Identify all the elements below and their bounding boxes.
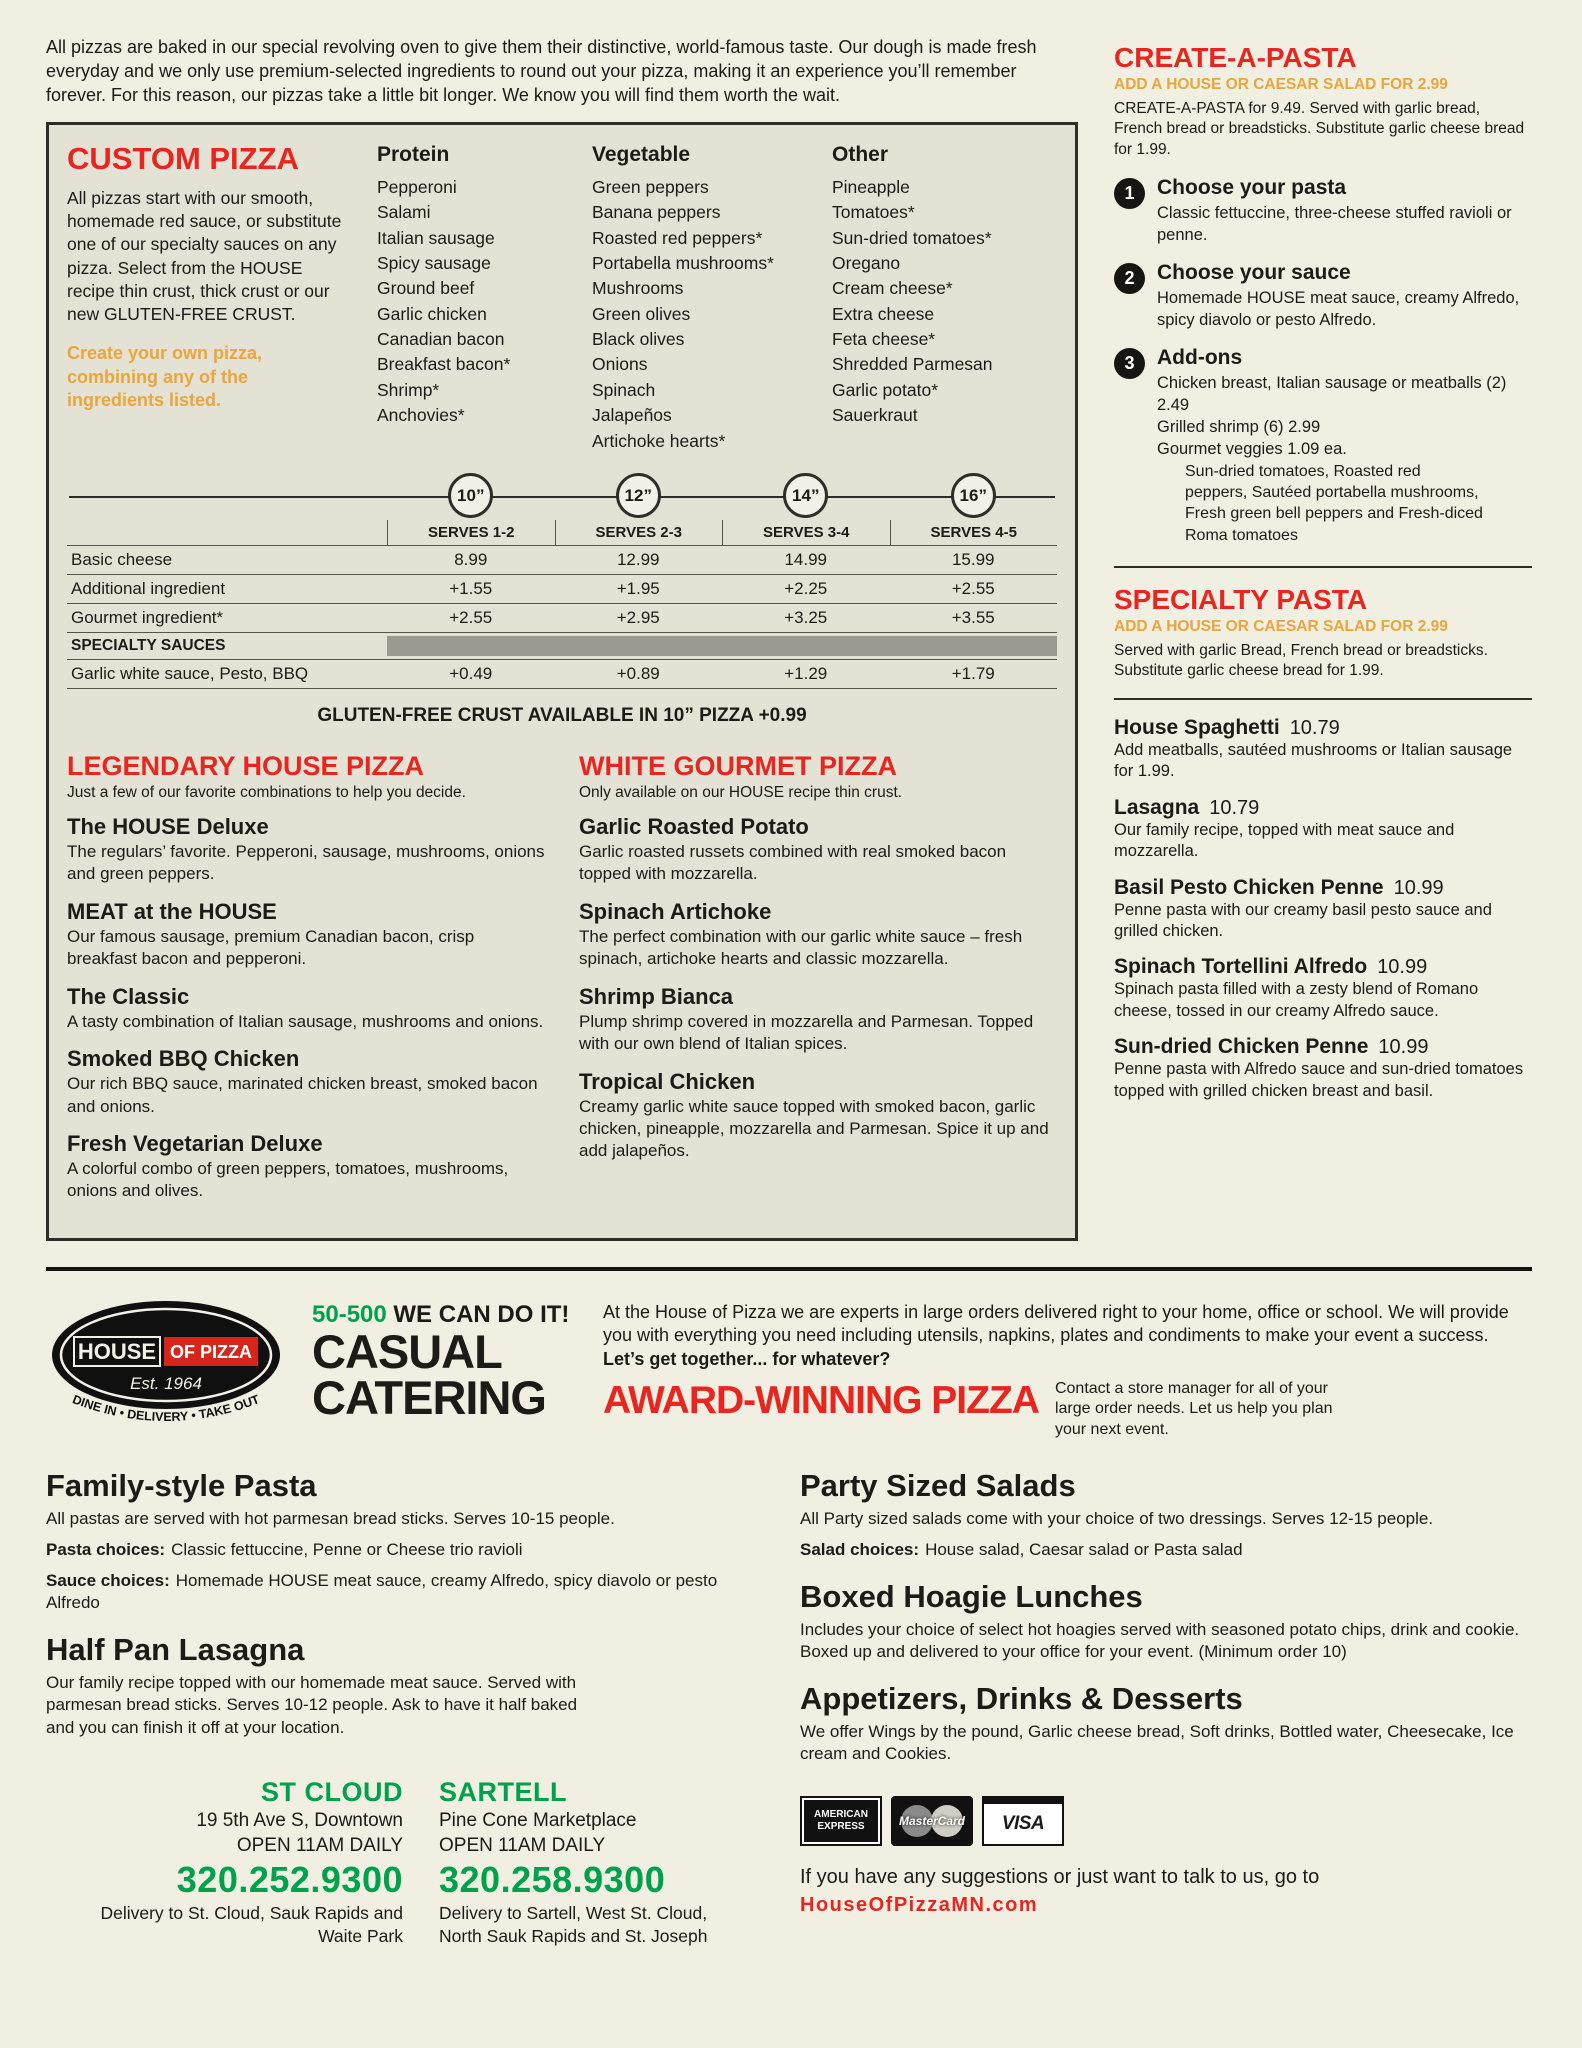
- appetizers-section: [800, 1681, 1532, 1765]
- pricing-table: [67, 472, 1057, 689]
- ingredient-item: Pineapple: [832, 176, 910, 197]
- side-column: [1114, 36, 1532, 1241]
- section-description: We offer Wings by the pound, Garlic cheese bread, Soft drinks, Bottled water, Cheesecake, Ice cream and Cookies.: [800, 1722, 1514, 1764]
- ingredient-item: Italian sausage: [377, 227, 495, 248]
- pasta-description: Add meatballs, sautéed mushrooms or Italian sausage for 1.99.: [1114, 740, 1513, 781]
- section-divider: [1114, 566, 1532, 568]
- intro-paragraph: All pizzas are baked in our special revolving oven to give them their distinctive, world-famous taste. Our dough is made fresh everyday and we only use premium-selected ingredients to round out your pizza, making it an experience you’ll remember forever. For this reason, our pizzas take a little bit longer. We know you will find them worth the wait.: [46, 37, 1037, 105]
- price-cell: 15.99: [951, 549, 995, 569]
- salad-choices-line: [800, 1539, 1532, 1561]
- step-title: Choose your sauce: [1157, 261, 1351, 285]
- ingredient-item: Roasted red peppers*: [592, 227, 763, 248]
- location-phone: 320.252.9300: [176, 1858, 403, 1900]
- ingredient-item: Canadian bacon: [377, 329, 505, 350]
- price-row-label: Garlic white sauce, Pesto, BBQ: [71, 663, 309, 683]
- catering-word: CATERING: [312, 1370, 546, 1424]
- pasta-name: Lasagna: [1114, 795, 1200, 819]
- price-cell: +1.79: [951, 663, 995, 683]
- price-cell: +2.25: [784, 578, 828, 598]
- step-description: Homemade HOUSE meat sauce, creamy Alfredo, spicy diavolo or pesto Alfredo.: [1157, 289, 1520, 330]
- mastercard-icon: [891, 1796, 973, 1846]
- ingredient-item: Artichoke hearts*: [592, 430, 726, 451]
- price-row-specialty-sauces: [67, 660, 1057, 689]
- choices-value: House salad, Caesar salad or Pasta salad: [925, 1540, 1243, 1560]
- pizza-name: Tropical Chicken: [579, 1068, 756, 1094]
- pasta-item: [1114, 876, 1532, 943]
- logo-of-pizza-text: OF PIZZA: [170, 1341, 252, 1362]
- pasta-name: House Spaghetti: [1114, 715, 1280, 739]
- serves-header: SERVES 3-4: [722, 520, 890, 545]
- size-badge-12in: 12”: [616, 473, 661, 518]
- ingredient-item: Extra cheese: [832, 303, 935, 324]
- ingredient-column-other: [832, 141, 1057, 454]
- price-cell: +3.55: [951, 607, 995, 627]
- serves-header: SERVES 4-5: [890, 520, 1058, 545]
- family-style-pasta-section: [46, 1468, 756, 1614]
- ingredient-item: Banana peppers: [592, 202, 721, 223]
- amex-label-bottom: EXPRESS: [817, 1820, 865, 1832]
- pizza-description: The perfect combination with our garlic white sauce – fresh spinach, artichoke hearts and classic mozzarella.: [579, 926, 1023, 969]
- price-cell: +2.55: [951, 578, 995, 598]
- pizza-item: [579, 899, 1057, 971]
- ingredient-item: Oregano: [832, 252, 901, 273]
- ingredient-column-title: Protein: [377, 142, 450, 166]
- ingredient-item: Breakfast bacon*: [377, 354, 511, 375]
- choices-label: Sauce choices:: [46, 1571, 170, 1591]
- ingredient-column-vegetable: [592, 141, 832, 454]
- pizza-item: [579, 1069, 1057, 1163]
- custom-pizza-title: CUSTOM PIZZA: [67, 140, 299, 176]
- price-row-label: Additional ingredient: [71, 578, 226, 598]
- logo-est-text: Est. 1964: [130, 1373, 202, 1393]
- catering-left-column: [46, 1468, 756, 1947]
- pasta-item: [1114, 796, 1532, 863]
- ingredient-column-protein: [377, 141, 592, 454]
- catering-columns: [46, 1468, 1532, 1947]
- sauce-choices-line: [46, 1570, 756, 1614]
- catering-right-column: [800, 1468, 1532, 1947]
- ingredient-item: Sun-dried tomatoes*: [832, 227, 992, 248]
- specialty-pasta-title: SPECIALTY PASTA: [1114, 583, 1368, 615]
- payment-methods: [800, 1796, 1532, 1846]
- serves-header-row: [67, 520, 1057, 546]
- catering-header: [46, 1297, 1532, 1440]
- ingredient-item: Shrimp*: [377, 379, 440, 400]
- ingredient-item: Sauerkraut: [832, 405, 918, 426]
- custom-pizza-cta: Create your own pizza, combining any of the ingredients listed.: [67, 343, 263, 411]
- gourmet-veggie-list: Sun-dried tomatoes, Roasted red peppers, Sautéed portabella mushrooms, Fresh green bell peppers and Fresh-diced Roma tomatoes: [1185, 462, 1483, 544]
- pasta-price: 10.99: [1378, 1036, 1429, 1059]
- pizza-description: A tasty combination of Italian sausage, mushrooms and onions.: [67, 1011, 544, 1031]
- pizza-name: The HOUSE Deluxe: [67, 813, 269, 839]
- specialty-sauces-label: SPECIALTY SAUCES: [71, 636, 226, 654]
- pasta-price: 10.79: [1209, 796, 1260, 819]
- specialty-pasta-intro: Served with garlic Bread, French bread or breadsticks. Substitute garlic cheese bread for 1.99.: [1114, 641, 1488, 680]
- size-circle-row: [67, 472, 1057, 520]
- location-city: SARTELL: [439, 1776, 567, 1807]
- section-description: Our family recipe topped with our homemade meat sauce. Served with parmesan bread sticks. Serves 10-12 people. Ask to have it half baked and you can finish it off at your location.: [46, 1673, 578, 1737]
- ingredient-item: Onions: [592, 354, 648, 375]
- create-a-pasta-title: CREATE-A-PASTA: [1114, 42, 1357, 73]
- location-hours: OPEN 11AM DAILY: [439, 1834, 606, 1856]
- ingredient-item: Green peppers: [592, 176, 709, 197]
- create-a-pasta-intro: CREATE-A-PASTA for 9.49. Served with garlic bread, French bread or breadsticks. Substitute garlic cheese bread for 1.99.: [1114, 100, 1525, 158]
- pizza-name: MEAT at the HOUSE: [67, 898, 277, 924]
- catering-intro-block: [603, 1297, 1532, 1440]
- ingredient-item: Mushrooms: [592, 278, 684, 299]
- pizza-description: Creamy garlic white sauce topped with smoked bacon, garlic chicken, pineapple, mozzarella and Parmesan. Spice it up and add jalapeños.: [579, 1096, 1049, 1161]
- step-title: Choose your pasta: [1157, 176, 1347, 200]
- price-cell: +2.55: [449, 607, 493, 627]
- section-title: Half Pan Lasagna: [46, 1632, 305, 1668]
- ingredient-item: Pepperoni: [377, 176, 457, 197]
- section-title: Family-style Pasta: [46, 1467, 317, 1503]
- pizza-description: Our famous sausage, premium Canadian bacon, crisp breakfast bacon and pepperoni.: [67, 926, 475, 969]
- catering-divider: [46, 1267, 1532, 1271]
- award-winning-pizza-title: AWARD-WINNING PIZZA: [603, 1379, 1039, 1423]
- catering-intro: [603, 1301, 1532, 1371]
- specialty-sauces-bar: [387, 636, 1057, 656]
- section-description: All Party sized salads come with your choice of two dressings. Serves 12-15 people.: [800, 1508, 1434, 1528]
- section-description: Includes your choice of select hot hoagies served with seasoned potato chips, drink and cookie. Boxed up and delivered to your office for your event. (Minimum order 10): [800, 1620, 1520, 1662]
- ingredient-column-title: Vegetable: [592, 142, 691, 166]
- pizza-description: Our rich BBQ sauce, marinated chicken breast, smoked bacon and onions.: [67, 1074, 538, 1116]
- pasta-description: Penne pasta with Alfredo sauce and sun-dried tomatoes topped with grilled chicken breast and basil.: [1114, 1060, 1524, 1100]
- pasta-name: Sun-dried Chicken Penne: [1114, 1035, 1369, 1059]
- pasta-description: Spinach pasta filled with a zesty blend of Romano cheese, tossed in our creamy Alfredo sauce.: [1114, 980, 1479, 1020]
- location-city: ST CLOUD: [261, 1776, 403, 1807]
- price-cell: 8.99: [454, 549, 488, 569]
- ingredient-item: Garlic chicken: [377, 303, 487, 324]
- white-gourmet-subtitle: Only available on our HOUSE recipe thin crust.: [579, 783, 903, 801]
- pizza-description: The regulars’ favorite. Pepperoni, sausage, mushrooms, onions and green peppers.: [67, 841, 545, 884]
- pizza-name: Spinach Artichoke: [579, 898, 772, 924]
- amex-icon: [800, 1796, 882, 1846]
- party-salads-section: [800, 1468, 1532, 1561]
- visa-icon: [982, 1796, 1064, 1846]
- specialty-pasta-salad-offer: ADD A HOUSE OR CAESAR SALAD FOR 2.99: [1114, 617, 1448, 635]
- step-number-badge: 1: [1114, 178, 1145, 209]
- website-link[interactable]: HouseOfPizzaMN.com: [800, 1893, 1039, 1916]
- pasta-price: 10.79: [1289, 716, 1340, 739]
- ingredient-item: Jalapeños: [592, 405, 672, 426]
- pasta-name: Basil Pesto Chicken Penne: [1114, 875, 1384, 899]
- pasta-price: 10.99: [1393, 876, 1444, 899]
- pizza-item: [67, 984, 545, 1033]
- pasta-name: Spinach Tortellini Alfredo: [1114, 955, 1368, 979]
- ingredient-item: Spinach: [592, 379, 656, 400]
- step-title: Add-ons: [1157, 346, 1243, 370]
- pizza-name: Smoked BBQ Chicken: [67, 1046, 300, 1072]
- pizza-name: The Classic: [67, 983, 190, 1009]
- price-row-label: Gourmet ingredient*: [71, 607, 224, 627]
- step-number-badge: 3: [1114, 348, 1145, 379]
- pasta-choices-line: [46, 1539, 756, 1561]
- specialty-sauces-header-row: [67, 633, 1057, 660]
- we-can-do-it-text: WE CAN DO IT!: [393, 1300, 570, 1328]
- price-row-basic-cheese: [67, 546, 1057, 575]
- ingredient-item: Portabella mushrooms*: [592, 252, 774, 273]
- size-badge-10in: 10”: [448, 473, 493, 518]
- location-address: Pine Cone Marketplace: [439, 1809, 637, 1831]
- logo-house-text: HOUSE: [77, 1338, 157, 1364]
- house-of-pizza-logo: [46, 1297, 286, 1439]
- price-cell: +0.49: [449, 663, 493, 683]
- pasta-description: Our family recipe, topped with meat sauce and mozzarella.: [1114, 820, 1455, 861]
- pizza-item: [579, 814, 1057, 886]
- pasta-item: [1114, 1035, 1532, 1102]
- casual-word: CASUAL: [312, 1324, 502, 1378]
- step-number-badge: 2: [1114, 263, 1145, 294]
- location-delivery-area: Delivery to Sartell, West St. Cloud, North Sauk Rapids and St. Joseph: [439, 1902, 708, 1946]
- addon-option: Chicken breast, Italian sausage or meatballs (2) 2.49: [1157, 374, 1507, 415]
- pasta-item: [1114, 955, 1532, 1022]
- locations: [46, 1777, 756, 1948]
- price-cell: +1.29: [784, 663, 828, 683]
- legendary-column: [67, 751, 545, 1216]
- pizza-description: Plump shrimp covered in mozzarella and Parmesan. Topped with our own blend of Italian spices.: [579, 1011, 1034, 1054]
- price-row-additional-ingredient: [67, 575, 1057, 604]
- suggestions-text: If you have any suggestions or just want to talk to us, go to: [800, 1865, 1320, 1888]
- pizza-description: Garlic roasted russets combined with real smoked bacon topped with mozzarella.: [579, 841, 1007, 884]
- ingredient-item: Shredded Parmesan: [832, 354, 993, 375]
- pizza-lists: [67, 751, 1057, 1216]
- choices-label: Salad choices:: [800, 1540, 920, 1560]
- location-st-cloud: [98, 1777, 403, 1948]
- pasta-step-3: [1114, 346, 1532, 546]
- addon-option: Grilled shrimp (6) 2.99: [1157, 417, 1321, 436]
- size-badge-16in: 16”: [951, 473, 996, 518]
- ingredient-column-title: Other: [832, 142, 889, 166]
- create-a-pasta-salad-offer: ADD A HOUSE OR CAESAR SALAD FOR 2.99: [1114, 76, 1448, 93]
- price-row-gourmet-ingredient: [67, 604, 1057, 633]
- step-description: Classic fettuccine, three-cheese stuffed ravioli or penne.: [1157, 204, 1512, 245]
- visa-label: VISA: [1001, 1812, 1045, 1834]
- pizza-item: [67, 1131, 545, 1203]
- pizza-item: [579, 984, 1057, 1056]
- top-section: [46, 36, 1532, 1241]
- pasta-item: [1114, 716, 1532, 783]
- pizza-item: [67, 899, 545, 971]
- price-cell: 14.99: [784, 549, 828, 569]
- legendary-subtitle: Just a few of our favorite combinations to help you decide.: [67, 783, 466, 801]
- pasta-step-2: [1114, 261, 1532, 332]
- location-sartell: [439, 1777, 744, 1948]
- main-column: [46, 36, 1078, 1241]
- ingredient-item: Tomatoes*: [832, 202, 915, 223]
- price-cell: +0.89: [616, 663, 660, 683]
- choices-value: Homemade HOUSE meat sauce, creamy Alfredo, spicy diavolo or pesto Alfredo: [46, 1571, 718, 1613]
- location-phone: 320.258.9300: [439, 1858, 666, 1900]
- pizza-name: Fresh Vegetarian Deluxe: [67, 1131, 323, 1156]
- price-cell: 12.99: [616, 549, 660, 569]
- boxed-hoagie-section: [800, 1579, 1532, 1663]
- section-title: Appetizers, Drinks & Desserts: [800, 1681, 1243, 1717]
- price-cell: +1.95: [616, 578, 660, 598]
- location-delivery-area: Delivery to St. Cloud, Sauk Rapids and Waite Park: [100, 1902, 403, 1946]
- custom-pizza-box: [46, 122, 1078, 1241]
- custom-pizza-intro: [67, 141, 377, 454]
- pasta-description: Penne pasta with our creamy basil pesto sauce and grilled chicken.: [1114, 900, 1492, 941]
- location-hours: OPEN 11AM DAILY: [236, 1834, 403, 1856]
- addon-option: Gourmet veggies 1.09 ea.: [1157, 439, 1347, 458]
- gluten-free-note: GLUTEN-FREE CRUST AVAILABLE IN 10” PIZZA +0.99: [317, 704, 807, 726]
- contact-manager-note: Contact a store manager for all of your large order needs. Let us help you plan your next event.: [1054, 1380, 1333, 1438]
- amex-label-top: AMERICAN: [814, 1809, 868, 1821]
- pizza-item: [67, 814, 545, 886]
- pizza-name: Garlic Roasted Potato: [579, 813, 809, 839]
- ingredient-item: Black olives: [592, 329, 685, 350]
- catering-intro-bold: Let’s get together... for whatever?: [603, 1348, 891, 1369]
- pizza-description: A colorful combo of green peppers, tomatoes, mushrooms, onions and olives.: [67, 1159, 509, 1201]
- casual-catering-block: [312, 1297, 577, 1424]
- pasta-step-1: [1114, 176, 1532, 247]
- size-badge-14in: 14”: [783, 473, 828, 518]
- capacity-range: 50-500: [312, 1300, 387, 1328]
- choices-value: Classic fettuccine, Penne or Cheese trio ravioli: [171, 1540, 523, 1560]
- size-divider-line: [69, 496, 1055, 498]
- section-description: All pastas are served with hot parmesan bread sticks. Serves 10-15 people.: [46, 1508, 615, 1528]
- ingredient-item: Salami: [377, 202, 431, 223]
- section-title: Boxed Hoagie Lunches: [800, 1579, 1143, 1615]
- custom-pizza-grid: [67, 141, 1057, 454]
- pizza-name: Shrimp Bianca: [579, 983, 734, 1009]
- mastercard-label: MasterCard: [898, 1813, 966, 1828]
- ingredient-item: Garlic potato*: [832, 379, 939, 400]
- catering-intro-text: At the House of Pizza we are experts in large orders delivered right to your home, office or school. We will provide you with everything you need including utensils, napkins, plates and condiments to make your event a success.: [603, 1301, 1509, 1346]
- price-row-label: Basic cheese: [71, 549, 173, 569]
- ingredient-item: Green olives: [592, 303, 691, 324]
- section-divider: [1114, 698, 1532, 700]
- ingredient-item: Cream cheese*: [832, 278, 953, 299]
- white-gourmet-column: [579, 751, 1057, 1216]
- ingredient-item: Feta cheese*: [832, 329, 936, 350]
- half-pan-lasagna-section: [46, 1632, 756, 1738]
- ingredient-item: Ground beef: [377, 278, 475, 299]
- serves-header: SERVES 2-3: [555, 520, 723, 545]
- price-cell: +3.25: [784, 607, 828, 627]
- custom-pizza-description: All pizzas start with our smooth, homemade red sauce, or substitute one of our specialty sauces on any pizza. Select from the HOUSE recipe thin crust, thick crust or our new GLUTEN-FREE CRUST.: [67, 187, 342, 325]
- choices-label: Pasta choices:: [46, 1540, 166, 1560]
- price-cell: +1.55: [449, 578, 493, 598]
- pasta-price: 10.99: [1377, 956, 1428, 979]
- white-gourmet-title: WHITE GOURMET PIZZA: [579, 750, 897, 781]
- ingredient-item: Spicy sausage: [377, 252, 491, 273]
- section-title: Party Sized Salads: [800, 1467, 1076, 1503]
- logo-tagline: DINE IN • DELIVERY • TAKE OUT: [70, 1392, 262, 1424]
- location-address: 19 5th Ave S, Downtown: [196, 1809, 403, 1831]
- serves-header: SERVES 1-2: [387, 520, 555, 545]
- pizza-item: [67, 1046, 545, 1118]
- price-cell: +2.95: [616, 607, 660, 627]
- award-row: [603, 1379, 1532, 1440]
- legendary-title: LEGENDARY HOUSE PIZZA: [67, 750, 425, 781]
- ingredient-item: Anchovies*: [377, 405, 465, 426]
